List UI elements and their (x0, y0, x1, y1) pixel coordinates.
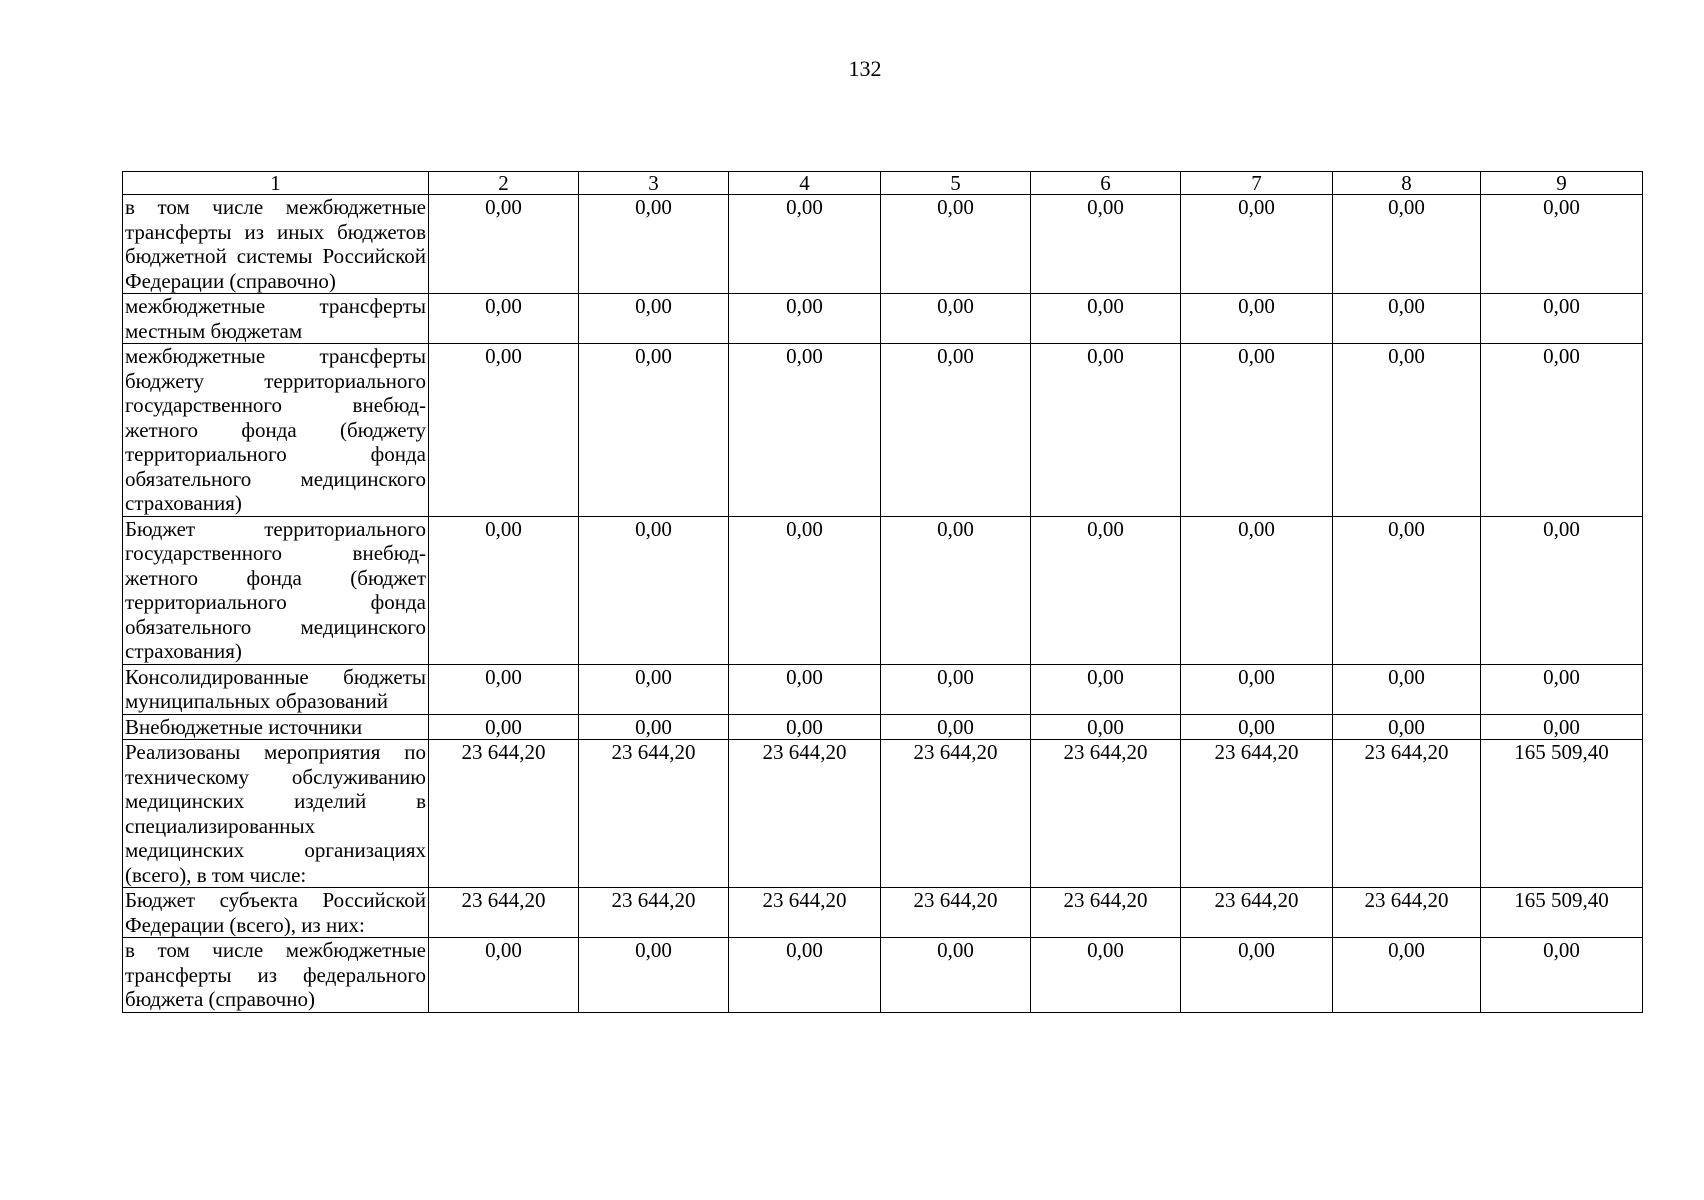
row-label: межбюджетные трансферты местным бюджетам (123, 294, 429, 344)
table-row (123, 664, 1643, 714)
value-cell: 23 644,20 (1333, 740, 1481, 888)
column-header-4: 4 (729, 172, 881, 195)
value-cell: 0,00 (579, 344, 729, 517)
value-cell: 0,00 (579, 516, 729, 664)
value-cell: 0,00 (1333, 714, 1481, 740)
value-cell: 0,00 (881, 664, 1031, 714)
table-row (123, 740, 1643, 888)
value-cell: 23 644,20 (881, 888, 1031, 938)
value-cell: 0,00 (429, 664, 579, 714)
row-label: Бюджет субъекта Российской Федерации (всего), из них: (123, 888, 429, 938)
row-label: Бюджет территориального государственного внебюджетного фонда (бюджет территориального фонда обязательного медицинского страхования) (123, 516, 429, 664)
column-header-7: 7 (1181, 172, 1333, 195)
value-cell: 0,00 (579, 714, 729, 740)
row-label: Реализованы мероприятия по техническому обслуживанию медицинских изделий в специализированных медицинских организациях (всего), в том числе: (123, 740, 429, 888)
value-cell: 0,00 (881, 294, 1031, 344)
page-number: 132 (848, 56, 882, 81)
value-cell: 0,00 (729, 938, 881, 1013)
value-cell: 0,00 (1481, 195, 1643, 294)
budget-table (122, 171, 1643, 1013)
table-row (123, 714, 1643, 740)
value-cell: 0,00 (881, 714, 1031, 740)
table-row (123, 195, 1643, 294)
table-body (123, 195, 1643, 1013)
value-cell: 23 644,20 (1031, 740, 1181, 888)
table-header (123, 172, 1643, 195)
value-cell: 0,00 (1181, 516, 1333, 664)
value-cell: 23 644,20 (1031, 888, 1181, 938)
value-cell: 0,00 (1333, 344, 1481, 517)
column-header-2: 2 (429, 172, 579, 195)
value-cell: 0,00 (429, 516, 579, 664)
value-cell: 0,00 (729, 294, 881, 344)
value-cell: 23 644,20 (881, 740, 1031, 888)
value-cell: 0,00 (1031, 516, 1181, 664)
value-cell: 0,00 (729, 195, 881, 294)
value-cell: 0,00 (429, 938, 579, 1013)
column-header-8: 8 (1333, 172, 1481, 195)
value-cell: 0,00 (579, 664, 729, 714)
value-cell: 23 644,20 (729, 740, 881, 888)
value-cell: 0,00 (1031, 714, 1181, 740)
value-cell: 0,00 (881, 938, 1031, 1013)
value-cell: 0,00 (729, 516, 881, 664)
row-label: в том числе межбюджетные трансферты из иных бюджетов бюджетной системы Российской Федерации (справочно) (123, 195, 429, 294)
value-cell: 0,00 (1181, 294, 1333, 344)
value-cell: 23 644,20 (1181, 888, 1333, 938)
value-cell: 165 509,40 (1481, 740, 1643, 888)
value-cell: 0,00 (1031, 294, 1181, 344)
value-cell: 0,00 (579, 294, 729, 344)
value-cell: 0,00 (1031, 344, 1181, 517)
value-cell: 0,00 (729, 714, 881, 740)
value-cell: 0,00 (1333, 294, 1481, 344)
value-cell: 0,00 (579, 938, 729, 1013)
column-header-1: 1 (123, 172, 429, 195)
value-cell: 0,00 (429, 344, 579, 517)
table-row (123, 938, 1643, 1013)
column-header-6: 6 (1031, 172, 1181, 195)
value-cell: 0,00 (429, 195, 579, 294)
value-cell: 0,00 (1333, 516, 1481, 664)
value-cell: 0,00 (1181, 344, 1333, 517)
value-cell: 165 509,40 (1481, 888, 1643, 938)
value-cell: 23 644,20 (729, 888, 881, 938)
row-label: Внебюджетные источники (123, 714, 429, 740)
row-label: Консолидированные бюджеты муниципальных образований (123, 664, 429, 714)
column-header-9: 9 (1481, 172, 1643, 195)
value-cell: 0,00 (1481, 516, 1643, 664)
value-cell: 23 644,20 (1181, 740, 1333, 888)
value-cell: 0,00 (1333, 664, 1481, 714)
value-cell: 23 644,20 (579, 888, 729, 938)
value-cell: 0,00 (1333, 195, 1481, 294)
table-row (123, 888, 1643, 938)
column-header-5: 5 (881, 172, 1031, 195)
value-cell: 0,00 (1181, 664, 1333, 714)
value-cell: 0,00 (429, 714, 579, 740)
value-cell: 0,00 (1181, 938, 1333, 1013)
table-row (123, 516, 1643, 664)
value-cell: 23 644,20 (429, 740, 579, 888)
value-cell: 0,00 (1481, 938, 1643, 1013)
column-header-3: 3 (579, 172, 729, 195)
value-cell: 0,00 (1481, 664, 1643, 714)
value-cell: 0,00 (881, 516, 1031, 664)
value-cell: 0,00 (1181, 714, 1333, 740)
row-label: в том числе межбюджетные трансферты из федерального бюджета (справочно) (123, 938, 429, 1013)
value-cell: 23 644,20 (1333, 888, 1481, 938)
value-cell: 0,00 (1481, 344, 1643, 517)
value-cell: 0,00 (881, 195, 1031, 294)
value-cell: 0,00 (1031, 195, 1181, 294)
value-cell: 0,00 (1333, 938, 1481, 1013)
value-cell: 0,00 (881, 344, 1031, 517)
table-row (123, 344, 1643, 517)
value-cell: 0,00 (1031, 664, 1181, 714)
value-cell: 0,00 (729, 344, 881, 517)
value-cell: 0,00 (1481, 294, 1643, 344)
value-cell: 23 644,20 (429, 888, 579, 938)
value-cell: 23 644,20 (579, 740, 729, 888)
row-label: межбюджетные трансферты бюджету территориального государственного внебюджетного фонда (бюджету территориального фонда обязательного медицинского страхования) (123, 344, 429, 517)
header-row (123, 172, 1643, 195)
value-cell: 0,00 (729, 664, 881, 714)
value-cell: 0,00 (579, 195, 729, 294)
value-cell: 0,00 (1031, 938, 1181, 1013)
value-cell: 0,00 (1181, 195, 1333, 294)
value-cell: 0,00 (1481, 714, 1643, 740)
value-cell: 0,00 (429, 294, 579, 344)
table-row (123, 294, 1643, 344)
